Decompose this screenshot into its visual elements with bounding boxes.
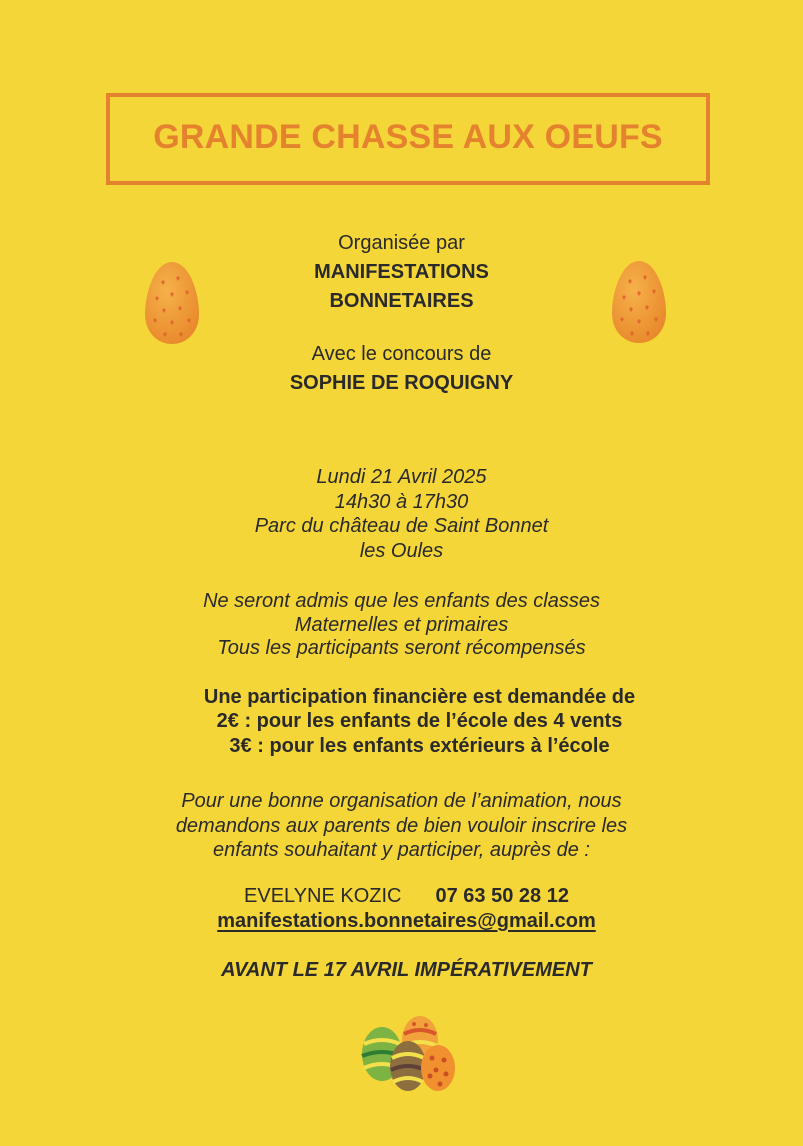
- easter-eggs-group-icon: [356, 1014, 458, 1094]
- event-place-line2: les Oules: [359, 540, 444, 562]
- contact-phone[interactable]: 07 63 50 28 12: [435, 885, 569, 907]
- registration-line3: enfants souhaitant y participer, auprès de :: [213, 839, 590, 861]
- contact-email-row: [0, 910, 803, 933]
- event-time: 14h30 à 17h30: [334, 491, 469, 513]
- organiser-name-line1: MANIFESTATIONS: [314, 261, 489, 283]
- contact-row: [0, 885, 803, 908]
- organiser-intro: Organisée par: [338, 232, 465, 254]
- admission-line3: Tous les participants seront récompensés: [217, 637, 586, 659]
- fees-line1: Une participation financière est demandée de: [203, 686, 636, 708]
- event-date: Lundi 21 Avril 2025: [316, 466, 487, 488]
- title-frame: [106, 93, 710, 185]
- organiser-name-line2: BONNETAIRES: [329, 290, 474, 312]
- partner-name: SOPHIE DE ROQUIGNY: [289, 372, 514, 394]
- admission-line1: Ne seront admis que les enfants des classes: [203, 590, 600, 612]
- page-title: GRANDE CHASSE AUX OEUFS: [153, 117, 663, 156]
- admission-line2: Maternelles et primaires: [294, 614, 509, 636]
- deadline-notice: AVANT LE 17 AVRIL IMPÉRATIVEMENT: [221, 959, 592, 981]
- contact-email-link[interactable]: manifestations.bonnetaires@gmail.com: [217, 910, 596, 932]
- partner-intro: Avec le concours de: [311, 343, 492, 365]
- fees-line3: 3€ : pour les enfants extérieurs à l’école: [229, 735, 610, 757]
- event-place-line1: Parc du château de Saint Bonnet: [254, 515, 549, 537]
- fees-line2: 2€ : pour les enfants de l’école des 4 vents: [216, 710, 623, 732]
- contact-name: EVELYNE KOZIC: [244, 885, 402, 907]
- registration-line1: Pour une bonne organisation de l’animation, nous: [181, 790, 622, 812]
- registration-line2: demandons aux parents de bien vouloir inscrire les: [175, 815, 628, 837]
